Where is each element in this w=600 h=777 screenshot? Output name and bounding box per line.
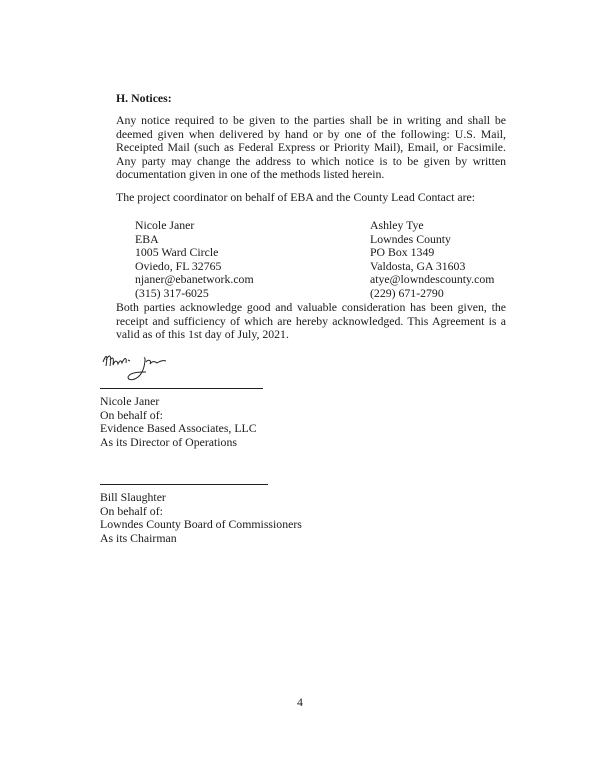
contact-email: njaner@ebanetwork.com [135, 272, 254, 286]
contact-org: Lowndes County [370, 231, 451, 246]
text-line: deemed given when delivered by hand or by one of the following: U.S. Mail, [116, 126, 506, 141]
contact-city: Oviedo, FL 32765 [135, 258, 222, 273]
contacts-intro: The project coordinator on behalf of EBA and the County Lead Contact are: [116, 190, 476, 204]
handwritten-signature [100, 350, 180, 388]
contact-name: Nicole Janer [135, 218, 195, 232]
signatory-org: Evidence Based Associates, LLC [100, 421, 257, 435]
contact-left [135, 219, 254, 300]
contact-address: 1005 Ward Circle [135, 245, 219, 259]
signatory-title: As its Chairman [100, 530, 177, 545]
signatory-org: Lowndes County Board of Commissioners [100, 517, 302, 531]
signatory-name: Bill Slaughter [100, 490, 166, 504]
signatory-behalf: On behalf of: [100, 407, 163, 422]
acknowledgement-paragraph [116, 301, 506, 342]
text-line: valid as of this 1st day of July, 2021. [116, 327, 289, 341]
notice-paragraph [116, 114, 506, 182]
contact-right [370, 219, 494, 300]
text-line: Any party may change the address to which notice is to be given by written [116, 153, 506, 168]
signatory-behalf: On behalf of: [100, 503, 163, 518]
text-line: Receipted Mail (such as Federal Express or Priority Mail), Email, or Facsimile. [116, 140, 506, 154]
contact-email: atye@lowndescounty.com [370, 272, 495, 286]
text-line: receipt and sufficiency of which are hereby acknowledged. This Agreement is a [116, 313, 506, 328]
signature-line-2 [100, 484, 268, 485]
page-number: 4 [297, 695, 303, 709]
signatory-2 [100, 491, 302, 545]
text-line: Both parties acknowledge good and valuable consideration has been given, the [116, 300, 506, 314]
signature-line-1 [100, 388, 263, 389]
contact-phone: (229) 671-2790 [370, 285, 444, 300]
contact-city: Valdosta, GA 31603 [370, 258, 466, 273]
signatory-1 [100, 395, 257, 449]
contact-org: EBA [135, 231, 159, 246]
text-line: Any notice required to be given to the parties shall be in writing and shall be [116, 113, 506, 127]
text-line: documentation given in one of the methods listed herein. [116, 167, 385, 181]
contact-phone: (315) 317-6025 [135, 285, 209, 300]
contact-address: PO Box 1349 [370, 245, 435, 259]
signatory-title: As its Director of Operations [100, 434, 237, 449]
contact-name: Ashley Tye [370, 218, 424, 232]
signatory-name: Nicole Janer [100, 394, 160, 408]
section-heading: H. Notices: [116, 91, 172, 105]
